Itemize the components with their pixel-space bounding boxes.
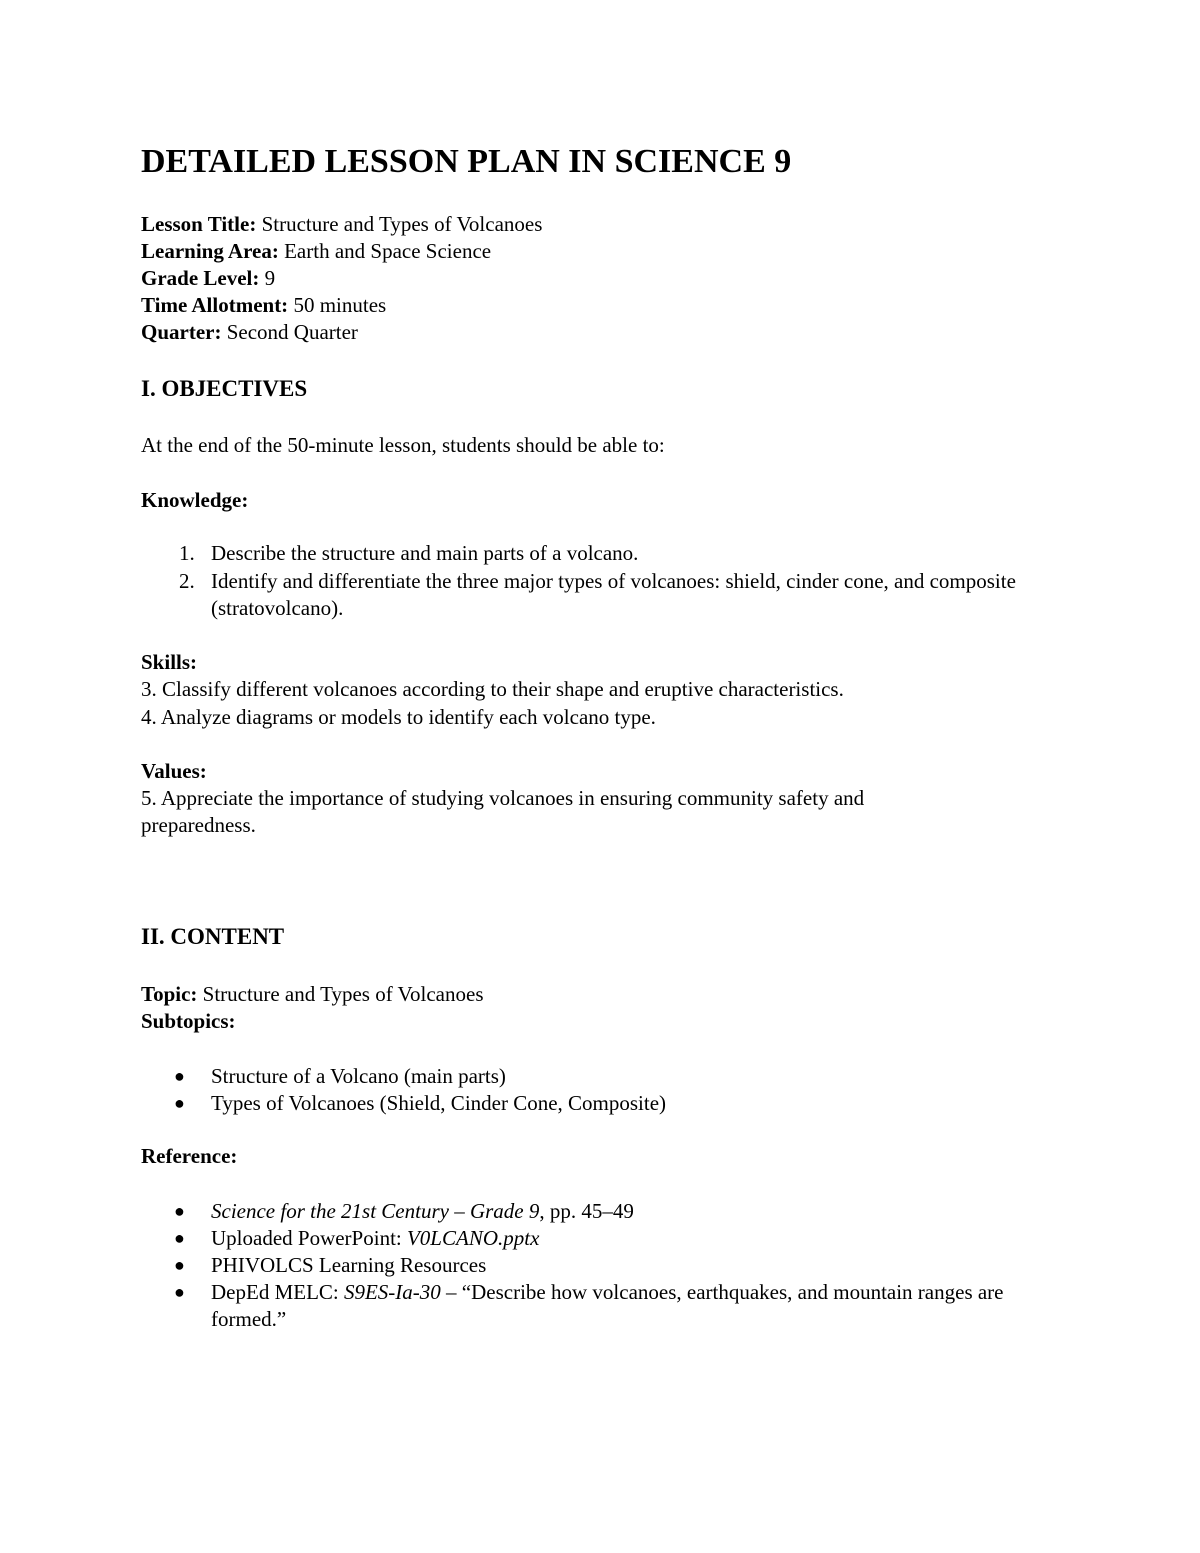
- skills-item: 4. Analyze diagrams or models to identify each volcano type.: [141, 705, 656, 729]
- bullet-icon: ●: [174, 1201, 185, 1221]
- document-title: DETAILED LESSON PLAN IN SCIENCE 9: [141, 143, 792, 180]
- subtopic-text: Structure of a Volcano (main parts): [211, 1064, 506, 1088]
- skills-label: Skills:: [141, 650, 198, 674]
- subtopics-label: Subtopics:: [141, 1009, 236, 1033]
- lesson-title-value: Structure and Types of Volcanoes: [256, 212, 543, 236]
- quarter-value: Second Quarter: [221, 320, 358, 344]
- learning-area-label: Learning Area:: [141, 239, 279, 263]
- knowledge-item-text: Describe the structure and main parts of a volcano.: [211, 541, 639, 565]
- reference-item: [141, 1225, 1021, 1252]
- bullet-icon: ●: [174, 1228, 185, 1248]
- time-allotment-line: [141, 292, 386, 319]
- subtopic-item: [141, 1063, 1021, 1090]
- knowledge-item-text: Identify and differentiate the three major types of volcanoes: shield, cinder cone, and composite (stratovolcano).: [211, 569, 1016, 620]
- reference-filename: V0LCANO.pptx: [406, 1226, 540, 1250]
- knowledge-item: [141, 568, 1021, 622]
- reference-prefix: Uploaded PowerPoint:: [211, 1226, 407, 1250]
- reference-label: Reference:: [141, 1144, 238, 1168]
- objectives-intro: At the end of the 50-minute lesson, students should be able to:: [141, 433, 665, 457]
- reference-text: [211, 1279, 1021, 1333]
- list-number: 2.: [179, 569, 195, 593]
- reference-item: [141, 1252, 1021, 1279]
- topic-line: [141, 981, 484, 1008]
- bullet-icon: ●: [174, 1093, 185, 1113]
- subtopic-item: [141, 1090, 1021, 1117]
- reference-item: [141, 1198, 1021, 1225]
- quarter-label: Quarter:: [141, 320, 222, 344]
- learning-area-value: Earth and Space Science: [278, 239, 492, 263]
- bullet-icon: ●: [174, 1066, 185, 1086]
- grade-level-value: 9: [259, 266, 276, 290]
- reference-text: [211, 1198, 1021, 1225]
- content-heading: II. CONTENT: [141, 924, 285, 949]
- subtopic-text: Types of Volcanoes (Shield, Cinder Cone, Composite): [211, 1091, 667, 1115]
- objectives-heading: I. OBJECTIVES: [141, 376, 308, 401]
- learning-area-line: [141, 238, 491, 265]
- quarter-line: [141, 319, 358, 346]
- time-allotment-value: 50 minutes: [288, 293, 387, 317]
- bullet-icon: ●: [174, 1255, 185, 1275]
- bullet-icon: ●: [174, 1282, 185, 1302]
- values-item: 5. Appreciate the importance of studying volcanoes in ensuring community safety and preparedness.: [141, 786, 865, 837]
- reference-item: [141, 1279, 1021, 1333]
- list-number: 1.: [179, 541, 195, 565]
- reference-quote: – “Describe how volcanoes, earthquakes, and mountain ranges are formed.”: [211, 1280, 1004, 1331]
- lesson-title-line: [141, 211, 542, 238]
- lesson-title-label: Lesson Title:: [141, 212, 257, 236]
- knowledge-label: Knowledge:: [141, 488, 249, 512]
- reference-text: [211, 1225, 1021, 1252]
- topic-value: Structure and Types of Volcanoes: [197, 982, 484, 1006]
- reference-text: PHIVOLCS Learning Resources: [211, 1253, 487, 1277]
- skills-item: 3. Classify different volcanoes according to their shape and eruptive characteristics.: [141, 677, 844, 701]
- grade-level-label: Grade Level:: [141, 266, 260, 290]
- reference-pages: , pp. 45–49: [539, 1199, 634, 1223]
- time-allotment-label: Time Allotment:: [141, 293, 289, 317]
- reference-prefix: DepEd MELC:: [211, 1280, 344, 1304]
- values-label: Values:: [141, 759, 207, 783]
- grade-level-line: [141, 265, 275, 292]
- reference-code: S9ES-Ia-30: [343, 1280, 441, 1304]
- knowledge-item: [141, 540, 1021, 567]
- reference-book-title: Science for the 21st Century – Grade 9: [211, 1199, 540, 1223]
- topic-label: Topic:: [141, 982, 198, 1006]
